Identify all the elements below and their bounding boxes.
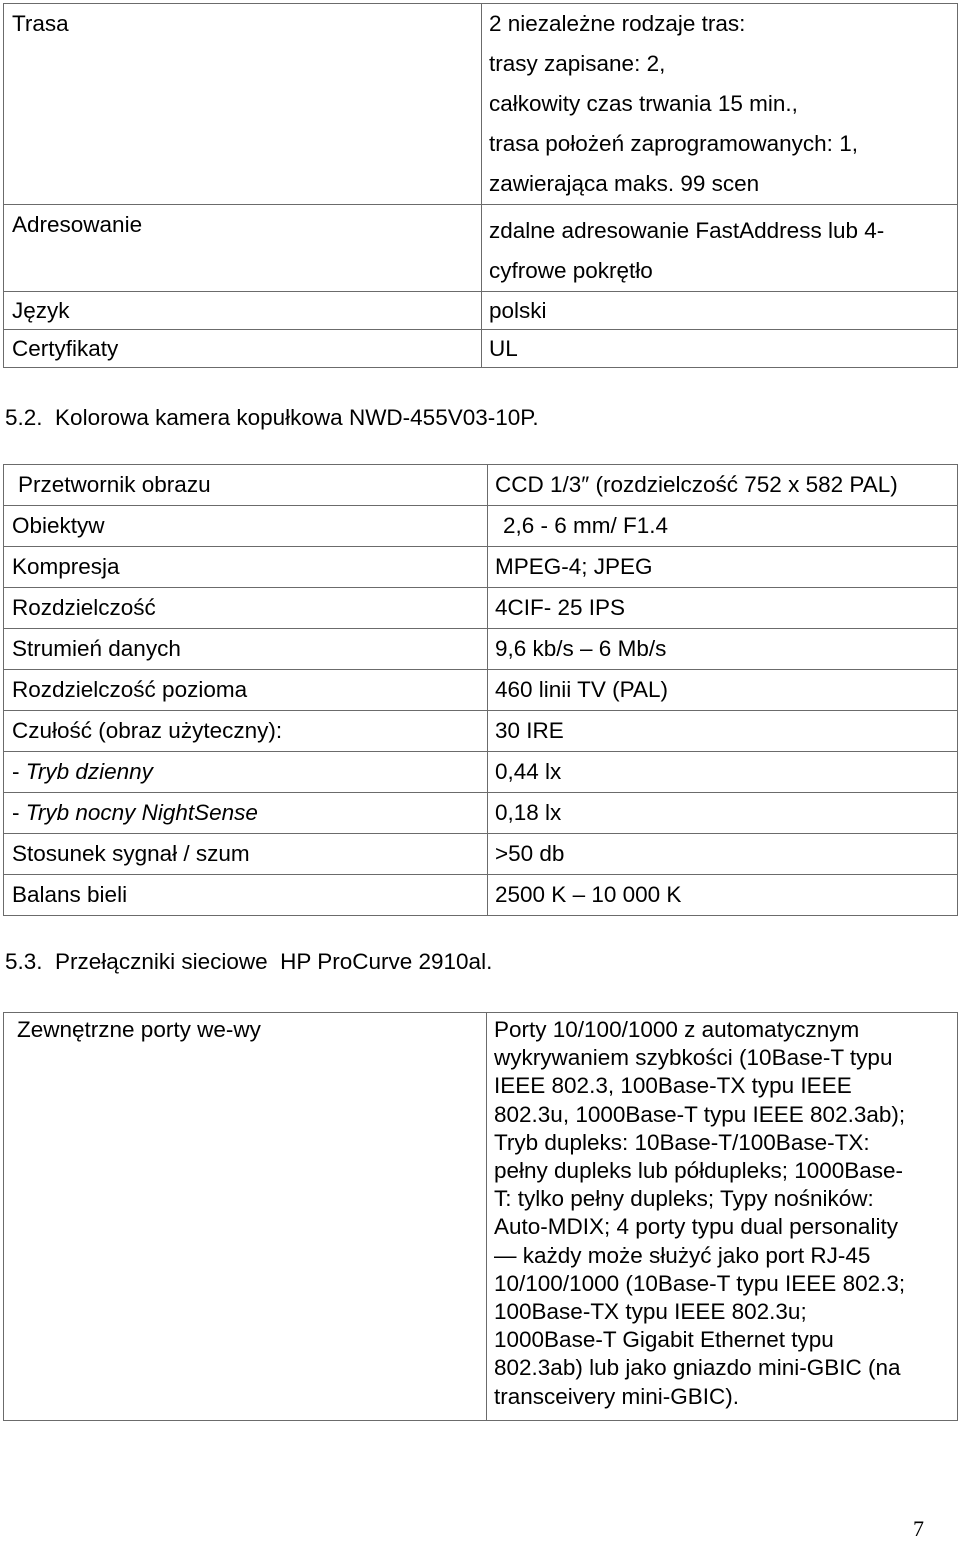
value-line: 1000Base-T Gigabit Ethernet typu xyxy=(494,1327,834,1353)
table-row xyxy=(4,4,958,205)
spec-table-switch xyxy=(3,1012,958,1421)
section-heading-5-3 xyxy=(5,947,492,977)
table-row xyxy=(4,547,958,588)
row-value: 2,6 - 6 mm/ F1.4 xyxy=(488,506,958,547)
value-line: 10/100/1000 (10Base-T typu IEEE 802.3; xyxy=(494,1270,906,1296)
row-value: 0,18 lx xyxy=(488,793,958,834)
table-row xyxy=(4,292,958,330)
value-line: trasy zapisane: 2, xyxy=(489,51,666,76)
table-row xyxy=(4,629,958,670)
value-line: całkowity czas trwania 15 min., xyxy=(489,91,798,116)
row-label: Balans bieli xyxy=(4,875,488,916)
table-row xyxy=(4,670,958,711)
value-line: T: tylko pełny dupleks; Typy nośników: xyxy=(494,1186,874,1212)
value-line: wykrywaniem szybkości (10Base-T typu xyxy=(494,1045,893,1071)
row-value xyxy=(482,4,958,205)
row-value: 9,6 kb/s – 6 Mb/s xyxy=(488,629,958,670)
row-label: Trasa xyxy=(4,4,482,205)
value-line: 2 niezależne rodzaje tras: xyxy=(489,11,746,36)
row-label: Zewnętrzne porty we-wy xyxy=(4,1013,487,1421)
table-row xyxy=(4,205,958,292)
row-label xyxy=(4,752,488,793)
label-prefix: - xyxy=(12,759,26,784)
value-line: Porty 10/100/1000 z automatycznym xyxy=(494,1017,860,1042)
value-line: cyfrowe pokrętło xyxy=(489,258,653,283)
table-row xyxy=(4,330,958,368)
row-value: UL xyxy=(482,330,958,368)
section-title: Przełączniki sieciowe HP ProCurve 2910al xyxy=(55,949,487,974)
section-title: Kolorowa kamera kopułkowa NWD-455V03-10P xyxy=(55,405,533,430)
spec-table-ptz xyxy=(3,3,958,368)
table-row xyxy=(4,711,958,752)
row-value: 30 IRE xyxy=(488,711,958,752)
row-label: Czułość (obraz użyteczny): xyxy=(4,711,488,752)
value-line: pełny dupleks lub półdupleks; 1000Base- xyxy=(494,1158,904,1184)
page-number: 7 xyxy=(913,1516,924,1541)
row-value: >50 db xyxy=(488,834,958,875)
row-label: Certyfikaty xyxy=(4,330,482,368)
table-row xyxy=(4,752,958,793)
row-value: polski xyxy=(482,292,958,330)
table-row xyxy=(4,506,958,547)
value-line: IEEE 802.3, 100Base-TX typu IEEE xyxy=(494,1073,852,1099)
row-value: CCD 1/3″ (rozdzielczość 752 x 582 PAL) xyxy=(488,465,958,506)
section-number: 5.3. xyxy=(5,949,43,974)
row-label: Przetwornik obrazu xyxy=(4,465,488,506)
row-label: Obiektyw xyxy=(4,506,488,547)
row-value xyxy=(487,1013,958,1421)
value-line: zawierająca maks. 99 scen xyxy=(489,171,760,196)
table-row xyxy=(4,834,958,875)
row-label: Adresowanie xyxy=(4,205,482,292)
spec-table-camera xyxy=(3,464,958,916)
value-line: Tryb dupleks: 10Base-T/100Base-TX: xyxy=(494,1129,870,1155)
row-value: 4CIF- 25 IPS xyxy=(488,588,958,629)
row-value: 0,44 lx xyxy=(488,752,958,793)
row-value xyxy=(482,205,958,292)
row-value: 460 linii TV (PAL) xyxy=(488,670,958,711)
table-row xyxy=(4,588,958,629)
row-label: Język xyxy=(4,292,482,330)
row-value: MPEG-4; JPEG xyxy=(488,547,958,588)
section-end: . xyxy=(486,949,493,974)
row-label: Strumień danych xyxy=(4,629,488,670)
value-line: — każdy może służyć jako port RJ-45 xyxy=(494,1242,871,1268)
label-italic: Tryb dzienny xyxy=(25,759,153,784)
value-line: transceivery mini-GBIC). xyxy=(494,1383,740,1409)
row-label: Stosunek sygnał / szum xyxy=(4,834,488,875)
table-row xyxy=(4,465,958,506)
row-label: Kompresja xyxy=(4,547,488,588)
row-label xyxy=(4,793,488,834)
row-value: 2500 K – 10 000 K xyxy=(488,875,958,916)
row-label: Rozdzielczość xyxy=(4,588,488,629)
value-line: 100Base-TX typu IEEE 802.3u; xyxy=(494,1299,807,1325)
table-row xyxy=(4,875,958,916)
table-row xyxy=(4,1013,958,1421)
value-line: trasa położeń zaprogramowanych: 1, xyxy=(489,131,858,156)
value-line: zdalne adresowanie FastAddress lub 4- xyxy=(489,218,885,243)
value-line: Auto-MDIX; 4 porty typu dual personality xyxy=(494,1214,898,1240)
section-number: 5.2. xyxy=(5,405,43,430)
value-line: 802.3u, 1000Base-T typu IEEE 802.3ab); xyxy=(494,1101,906,1127)
label-italic: Tryb nocny NightSense xyxy=(25,800,258,825)
value-line: 802.3ab) lub jako gniazdo mini-GBIC (na xyxy=(494,1355,901,1381)
section-heading-5-2 xyxy=(5,403,539,433)
label-prefix: - xyxy=(12,800,26,825)
section-end: . xyxy=(532,405,539,430)
table-row xyxy=(4,793,958,834)
row-label: Rozdzielczość pozioma xyxy=(4,670,488,711)
